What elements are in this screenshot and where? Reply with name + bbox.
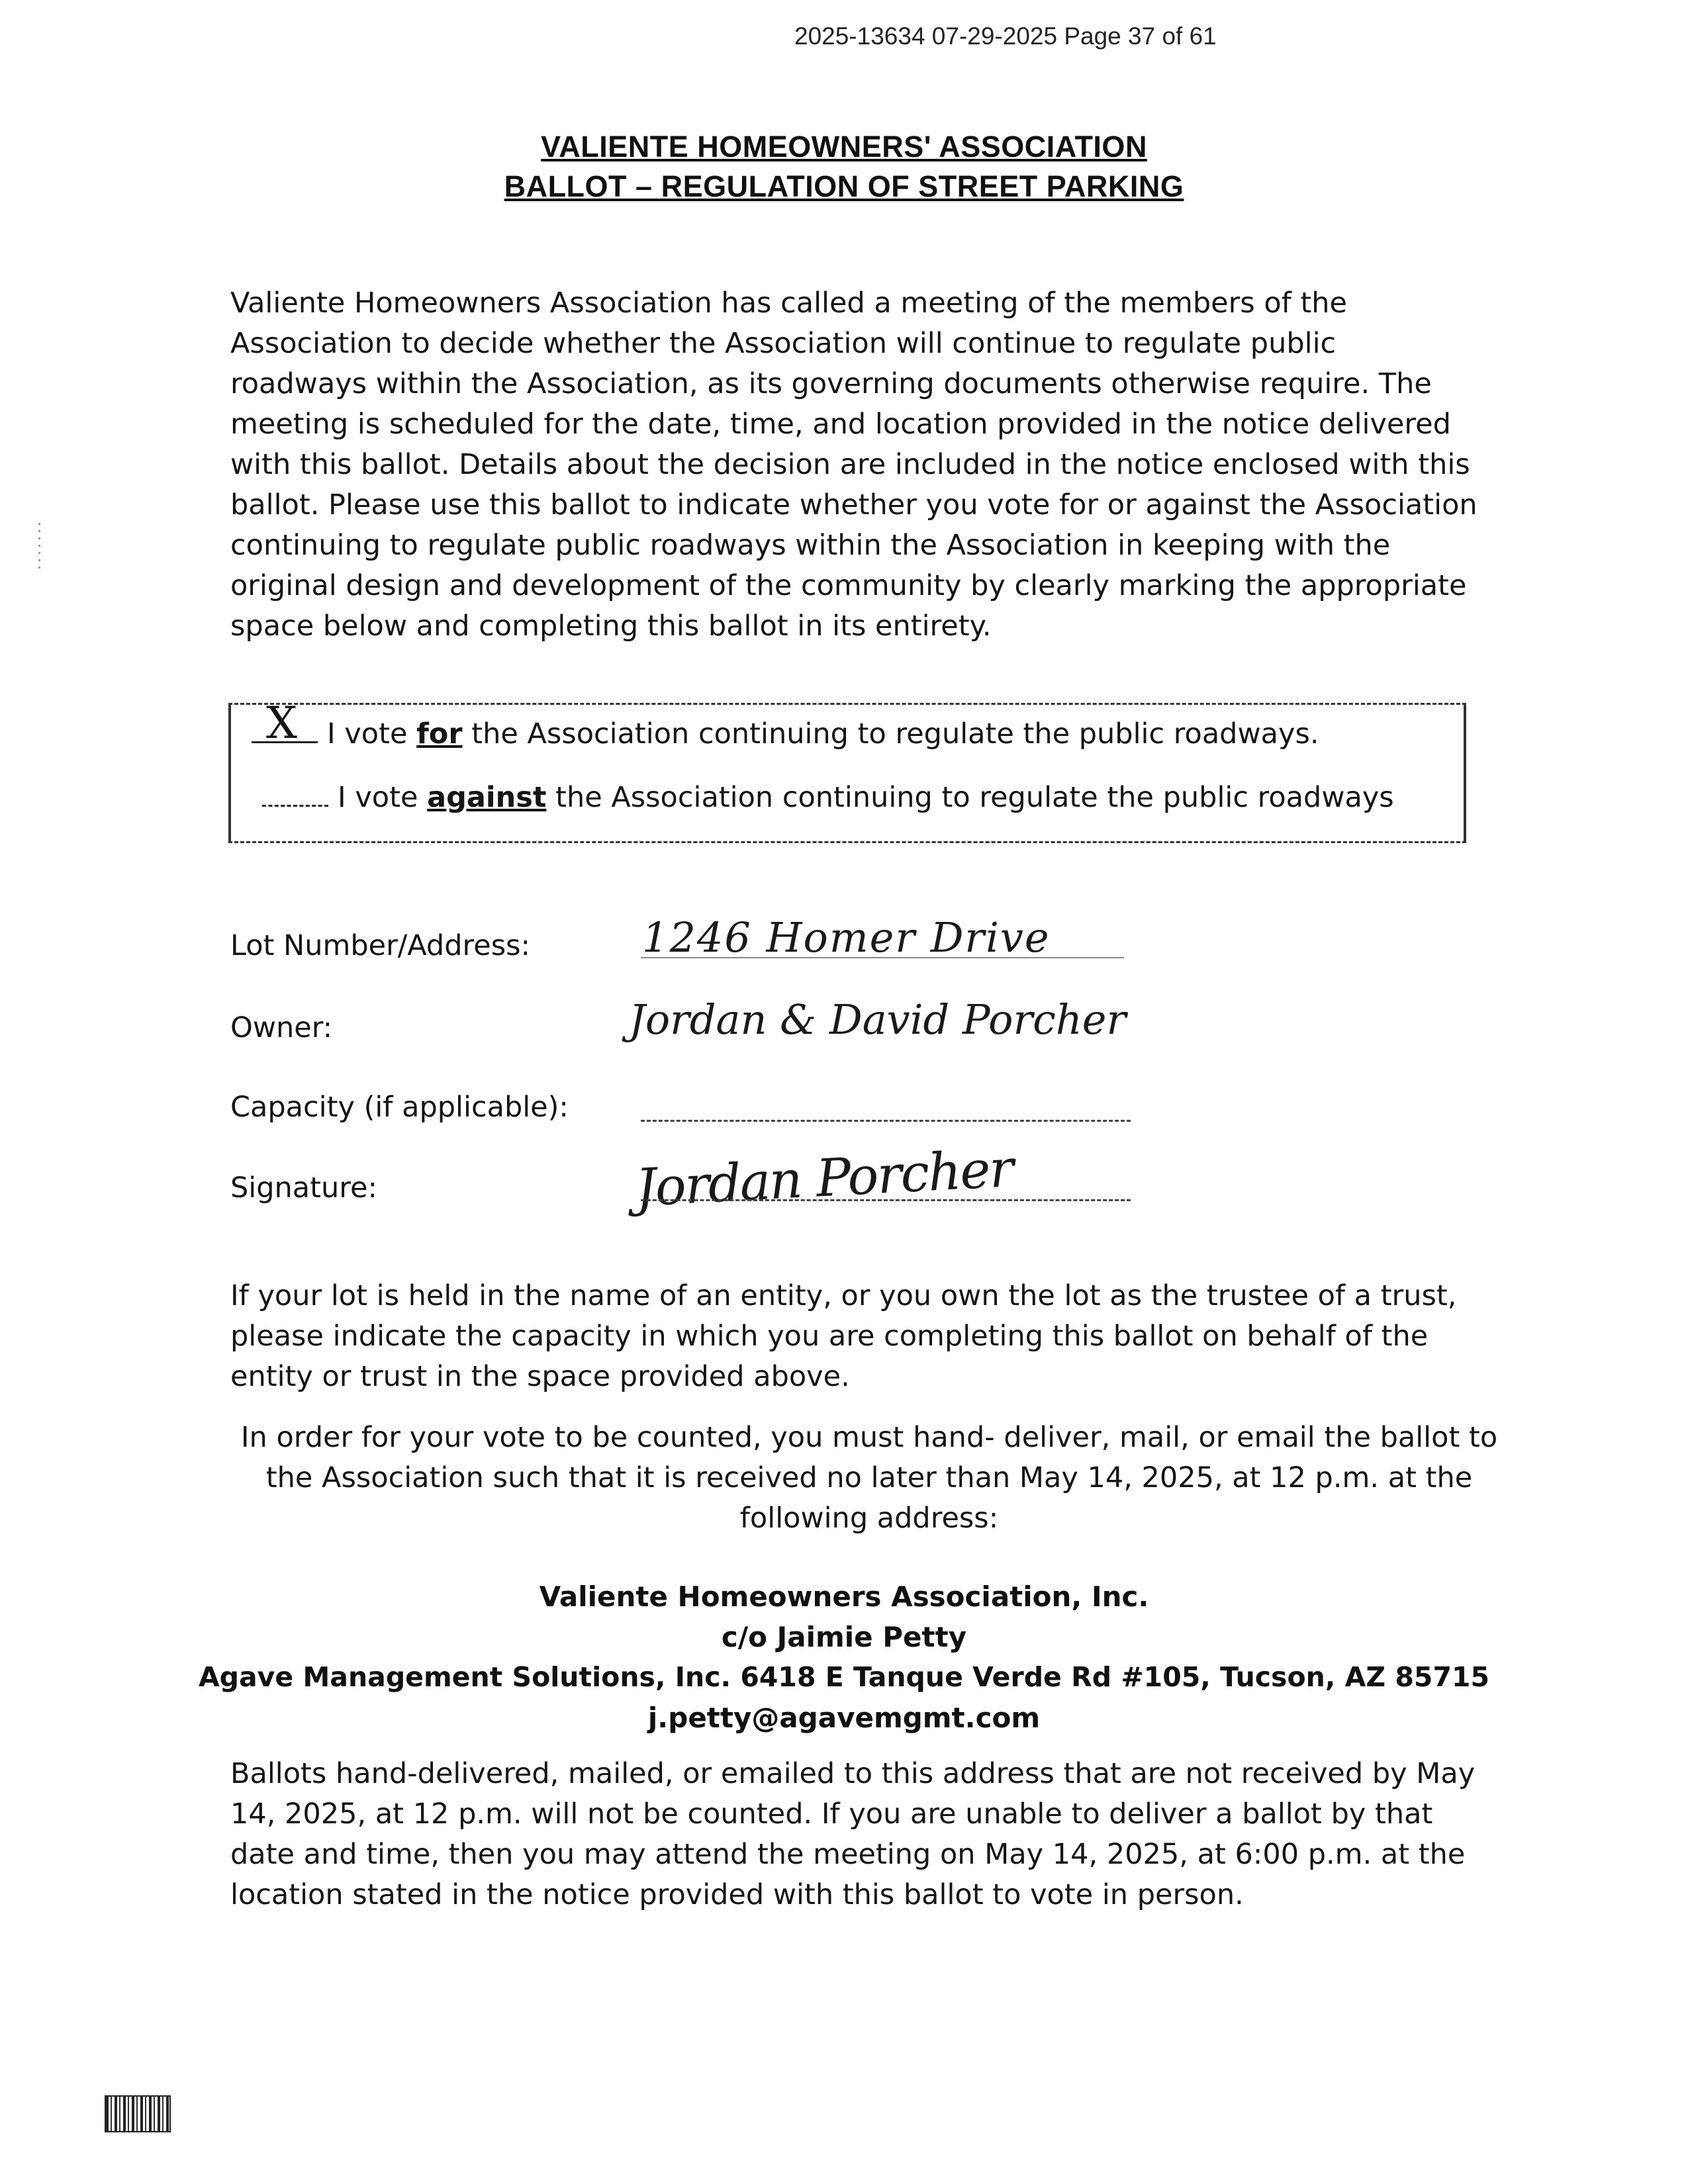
- intro-line: roadways within the Association, as its governing documents otherwise require. The: [230, 367, 1432, 400]
- intro-line: Valiente Homeowners Association has called a meeting of the members of the: [230, 287, 1348, 320]
- entity-line: please indicate the capacity in which you are completing this ballot on behalf of the: [230, 1320, 1429, 1353]
- intro-line: with this ballot. Details about the decision are included in the notice enclosed with this: [230, 448, 1470, 481]
- capacity-line[interactable]: [641, 1120, 1131, 1122]
- vote-for-suffix: the Association continuing to regulate the public roadways.: [462, 717, 1319, 751]
- intro-line: meeting is scheduled for the date, time, and location provided in the notice delivered: [230, 408, 1451, 441]
- vote-for-option[interactable]: [252, 698, 1319, 751]
- entity-line: entity or trust in the space provided above.: [230, 1360, 850, 1393]
- recording-stamp: 2025-13634 07-29-2025 Page 37 of 61: [794, 23, 1217, 50]
- intro-line: Association to decide whether the Association will continue to regulate public: [230, 327, 1336, 360]
- signature-value[interactable]: Jordan Porcher: [634, 1139, 1014, 1218]
- address-street: Agave Management Solutions, Inc. 6418 E Tanque Verde Rd #105, Tucson, AZ 85715: [198, 1661, 1490, 1693]
- entity-line: If your lot is held in the name of an entity, or you own the lot as the trustee of a trust,: [230, 1279, 1457, 1312]
- lot-address-line: [641, 957, 1124, 958]
- intro-line: continuing to regulate public roadways within the Association in keeping with the: [230, 529, 1391, 562]
- scan-edge-marks: [38, 523, 40, 569]
- intro-line: space below and completing this ballot in its entirety.: [230, 610, 992, 643]
- vote-against-word: against: [427, 781, 547, 814]
- deadline-line: following address:: [739, 1502, 999, 1535]
- signature-line: [641, 1199, 1131, 1201]
- deadline-line: the Association such that it is received no later than May 14, 2025, at 12 p.m. at the: [265, 1461, 1473, 1494]
- closing-line: Ballots hand-delivered, mailed, or emailed to this address that are not received by May: [230, 1757, 1476, 1790]
- deadline-paragraph: [230, 1418, 1508, 1539]
- address-email[interactable]: j.petty@agavemgmt.com: [647, 1702, 1041, 1734]
- vote-for-word: for: [416, 717, 463, 751]
- vote-for-checkbox[interactable]: [252, 698, 318, 749]
- vote-for-prefix: I vote: [327, 717, 417, 751]
- intro-paragraph: [230, 283, 1508, 647]
- closing-line: 14, 2025, at 12 p.m. will not be counted. If you are unable to deliver a ballot by that: [230, 1797, 1433, 1831]
- vote-against-suffix: the Association continuing to regulate the public roadways: [546, 781, 1394, 814]
- vote-for-mark: X: [266, 698, 297, 749]
- owner-value[interactable]: Jordan & David Porcher: [629, 995, 1127, 1044]
- entity-paragraph: [230, 1276, 1508, 1397]
- lot-address-value[interactable]: 1246 Homer Drive: [642, 913, 1051, 962]
- signature-label: Signature:: [230, 1171, 377, 1205]
- address-org: Valiente Homeowners Association, Inc.: [539, 1580, 1149, 1613]
- vote-against-checkbox[interactable]: [262, 782, 328, 807]
- closing-line: date and time, then you may attend the meeting on May 14, 2025, at 6:00 p.m. at the: [230, 1838, 1466, 1871]
- deadline-line: In order for your vote to be counted, you must hand- deliver, mail, or email the ballot to: [240, 1421, 1498, 1454]
- intro-line: ballot. Please use this ballot to indicate whether you vote for or against the Association: [230, 488, 1477, 522]
- owner-label: Owner:: [230, 1011, 333, 1044]
- address-attn: c/o Jaimie Petty: [721, 1621, 967, 1653]
- vote-against-option[interactable]: [262, 781, 1394, 814]
- lot-address-label: Lot Number/Address:: [230, 929, 530, 962]
- qr-code-icon: [105, 2095, 171, 2132]
- vote-against-prefix: I vote: [338, 781, 428, 814]
- mailing-address: [0, 1576, 1688, 1738]
- intro-line: original design and development of the community by clearly marking the appropriate: [230, 569, 1467, 602]
- closing-line: location stated in the notice provided with this ballot to vote in person.: [230, 1878, 1244, 1911]
- closing-paragraph: [230, 1754, 1508, 1915]
- page-subtitle: BALLOT – REGULATION OF STREET PARKING: [504, 169, 1184, 203]
- page-title: VALIENTE HOMEOWNERS' ASSOCIATION: [541, 130, 1147, 163]
- capacity-label: Capacity (if applicable):: [230, 1091, 569, 1124]
